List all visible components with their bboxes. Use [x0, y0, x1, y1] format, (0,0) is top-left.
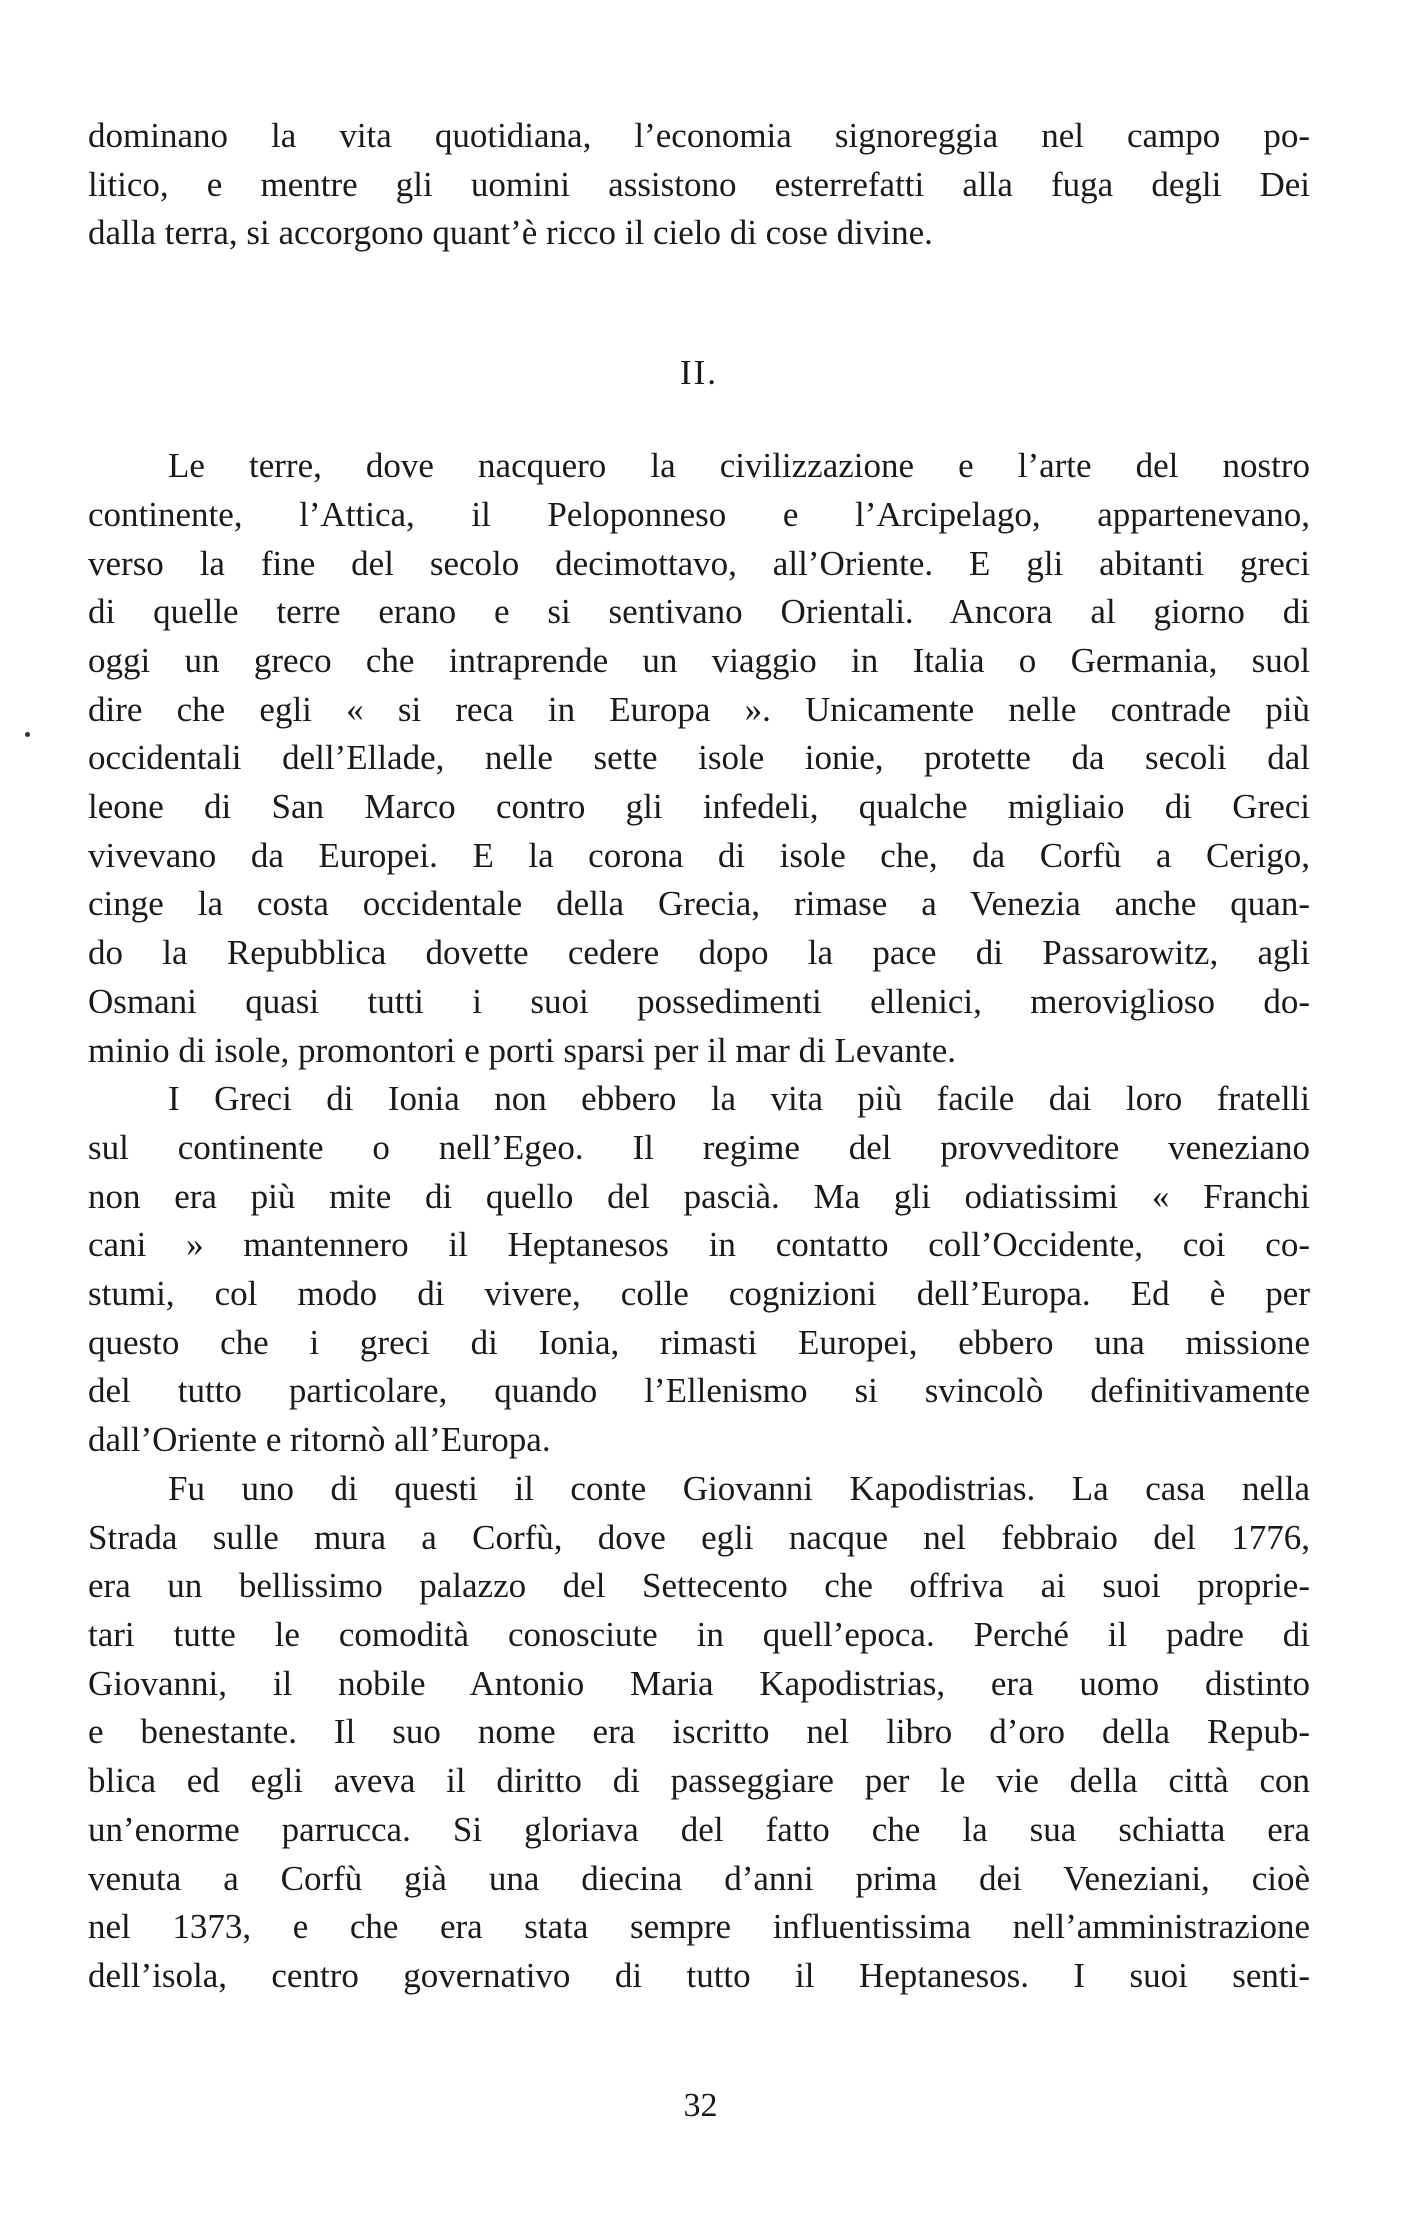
text-line: dell’isola, centro governativo di tutto il Heptanesos. I suoi senti-: [88, 1955, 1310, 1995]
text-line: continente, l’Attica, il Peloponneso e l’Arcipelago, appartenevano,: [88, 494, 1310, 534]
paragraph-1: [88, 442, 1310, 1075]
paragraph-3: [88, 1465, 1310, 2001]
text-line: un’enorme parrucca. Si gloriava del fatto che la sua schiatta era: [88, 1809, 1310, 1849]
text-line: I Greci di Ionia non ebbero la vita più facile dai loro fratelli: [168, 1079, 1310, 1119]
text-line: tari tutte le comodità conosciute in quell’epoca. Perché il padre di: [88, 1614, 1310, 1654]
text-line: questo che i greci di Ionia, rimasti Europei, ebbero una missione: [88, 1322, 1310, 1362]
text-line: sul continente o nell’Egeo. Il regime del provveditore veneziano: [88, 1127, 1310, 1167]
text-line: Osmani quasi tutti i suoi possedimenti ellenici, meroviglioso do-: [88, 981, 1310, 1021]
text-line: leone di San Marco contro gli infedeli, qualche migliaio di Greci: [88, 787, 1310, 827]
text-line: cani » mantennero il Heptanesos in contatto coll’Occidente, coi co-: [88, 1225, 1310, 1265]
text-line: Strada sulle mura a Corfù, dove egli nacque nel febbraio del 1776,: [88, 1517, 1310, 1557]
text-line: non era più mite di quello del pascià. Ma gli odiatissimi « Franchi: [88, 1176, 1310, 1216]
text-line: di quelle terre erano e si sentivano Orientali. Ancora al giorno di: [88, 592, 1310, 632]
page-number: 32: [683, 2087, 718, 2124]
text-line: nel 1373, e che era stata sempre influentissima nell’amministrazione: [88, 1907, 1310, 1947]
section-heading: II.: [679, 353, 719, 393]
text-line: litico, e mentre gli uomini assistono esterrefatti alla fuga degli Dei: [88, 164, 1310, 204]
text-line: era un bellissimo palazzo del Settecento che offriva ai suoi proprie-: [88, 1566, 1310, 1606]
intro-paragraph: [88, 112, 1310, 258]
text-line: e benestante. Il suo nome era iscritto nel libro d’oro della Repub-: [88, 1712, 1310, 1752]
text-line: venuta a Corfù già una diecina d’anni prima dei Veneziani, cioè: [88, 1858, 1310, 1898]
text-line: Le terre, dove nacquero la civilizzazione e l’arte del nostro: [168, 446, 1310, 486]
text-line: Fu uno di questi il conte Giovanni Kapodistrias. La casa nella: [168, 1468, 1310, 1508]
text-line: Giovanni, il nobile Antonio Maria Kapodistrias, era uomo distinto: [88, 1663, 1310, 1703]
text-line: minio di isole, promontori e porti sparsi per il mar di Levante.: [88, 1030, 957, 1070]
text-line: vivevano da Europei. E la corona di isole che, da Corfù a Cerigo,: [88, 835, 1310, 875]
text-line: del tutto particolare, quando l’Ellenismo si svincolò definitivamente: [88, 1371, 1310, 1411]
text-line: stumi, col modo di vivere, colle cognizioni dell’Europa. Ed è per: [88, 1274, 1310, 1314]
margin-mark: [25, 732, 30, 737]
text-line: dall’Oriente e ritornò all’Europa.: [88, 1420, 551, 1460]
page-body: [88, 112, 1310, 2001]
text-line: occidentali dell’Ellade, nelle sette isole ionie, protette da secoli dal: [88, 738, 1310, 778]
paragraph-2: [88, 1075, 1310, 1465]
text-line: dalla terra, si accorgono quant’è ricco il cielo di cose divine.: [88, 213, 933, 253]
text-line: cinge la costa occidentale della Grecia, rimase a Venezia anche quan-: [88, 884, 1310, 924]
text-line: verso la fine del secolo decimottavo, all’Oriente. E gli abitanti greci: [88, 543, 1310, 583]
text-line: oggi un greco che intraprende un viaggio in Italia o Germania, suol: [88, 640, 1310, 680]
text-line: blica ed egli aveva il diritto di passeggiare per le vie della città con: [88, 1761, 1310, 1801]
text-line: dominano la vita quotidiana, l’economia signoreggia nel campo po-: [88, 116, 1310, 155]
text-line: dire che egli « si reca in Europa ». Unicamente nelle contrade più: [88, 689, 1310, 729]
text-line: do la Repubblica dovette cedere dopo la pace di Passarowitz, agli: [88, 933, 1310, 973]
